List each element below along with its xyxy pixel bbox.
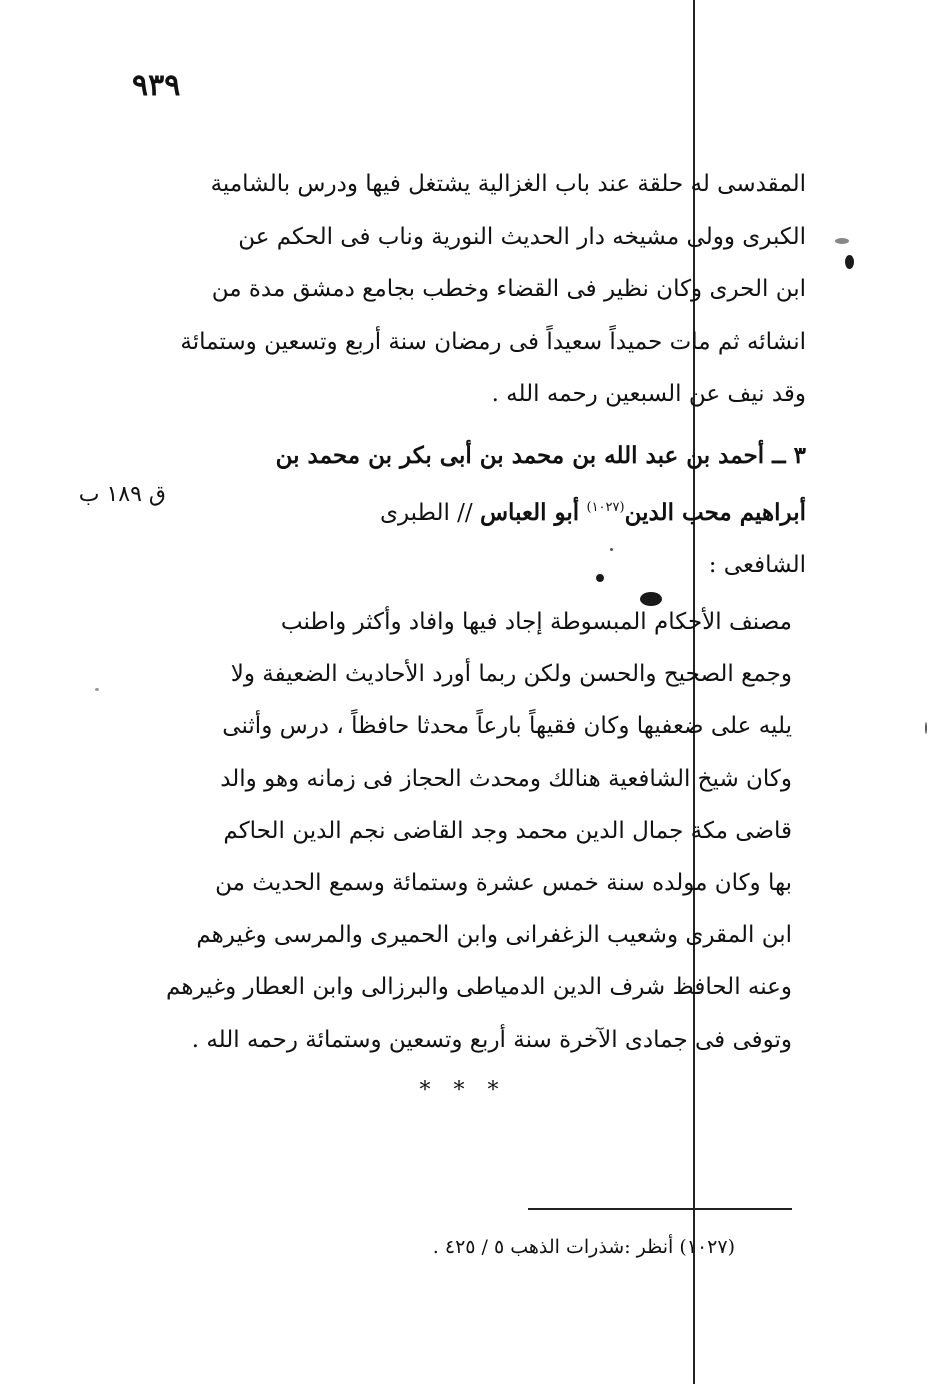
scan-speck xyxy=(95,688,99,691)
scan-speck xyxy=(925,722,927,734)
entry-name-part: أبراهيم محب الدين xyxy=(624,499,806,526)
ink-blot xyxy=(596,574,604,582)
page-number: ٩٣٩ xyxy=(132,68,181,103)
entry-heading-line-2 xyxy=(138,482,806,539)
paragraph-line: بها وكان مولده سنة خمس عشرة وستمائة وسمع الحديث من xyxy=(215,870,792,897)
scan-speck xyxy=(835,238,849,244)
paragraph-line: وقد نيف عن السبعين رحمه الله . xyxy=(491,381,806,407)
biography-entry-heading xyxy=(138,430,806,591)
entry-heading-line: الشافعى : xyxy=(708,552,806,578)
section-divider: * * * xyxy=(419,1078,507,1103)
footnote-rule xyxy=(528,1208,792,1210)
paragraph-line: انشائه ثم مات حميداً سعيداً فى رمضان سنة أربع وتسعين وستمائة xyxy=(180,328,806,355)
paragraph-line: ابن الحرى وكان نظير فى القضاء وخطب بجامع دمشق مدة من xyxy=(211,276,806,302)
manuscript-folio-note: ق ١٨٩ ب xyxy=(78,482,166,507)
paragraph-line: ابن المقرى وشعيب الزغفرانى وابن الحميرى والمرسى وغيرهم xyxy=(196,922,792,949)
footnote-reference: (١٠٢٧) xyxy=(586,500,625,515)
entry-nisba: // الطبرى xyxy=(379,500,480,526)
entry-heading-line: ٣ ــ أحمد بن عبد الله بن محمد بن أبى بكر بن محمد بن xyxy=(275,442,806,469)
paragraph-continuation xyxy=(138,158,806,421)
scan-speck xyxy=(610,548,613,551)
paragraph-line: وعنه الحافظ شرف الدين الدمياطى والبرزالى وابن العطار وغيرهم xyxy=(166,974,792,1001)
paragraph-line: المقدسى له حلقة عند باب الغزالية يشتغل فيها ودرس بالشامية xyxy=(210,171,806,197)
entry-kunya: أبو العباس xyxy=(479,499,580,526)
paragraph-line: مصنف الأحكام المبسوطة إجاد فيها وافاد وأكثر واطنب xyxy=(280,609,792,635)
ink-blot xyxy=(845,255,854,269)
paragraph-line: يليه على ضعفيها وكان فقيهاً بارعاً محدثا حافظاً ، درس وأثنى xyxy=(222,713,792,740)
paragraph-line: وتوفى فى جمادى الآخرة سنة أربع وتسعين وستمائة رحمه الله . xyxy=(191,1026,792,1053)
paragraph-line: وكان شيخ الشافعية هنالك ومحدث الحجاز فى زمانه وهو والد xyxy=(220,765,792,792)
paragraph-biography xyxy=(132,596,792,1066)
ink-blot xyxy=(640,592,662,606)
footnote: (١٠٢٧) أنظر :شذرات الذهب ٥ / ٤٢٥ . xyxy=(432,1236,735,1258)
paragraph-line: وجمع الصحيح والحسن ولكن ربما أورد الأحاديث الضعيفة ولا xyxy=(230,661,792,688)
paragraph-line: الكبرى وولى مشيخه دار الحديث النورية وناب فى الحكم عن xyxy=(238,223,806,250)
paragraph-line: قاضى مكة جمال الدين محمد وجد القاضى نجم الدين الحاكم xyxy=(223,817,792,844)
